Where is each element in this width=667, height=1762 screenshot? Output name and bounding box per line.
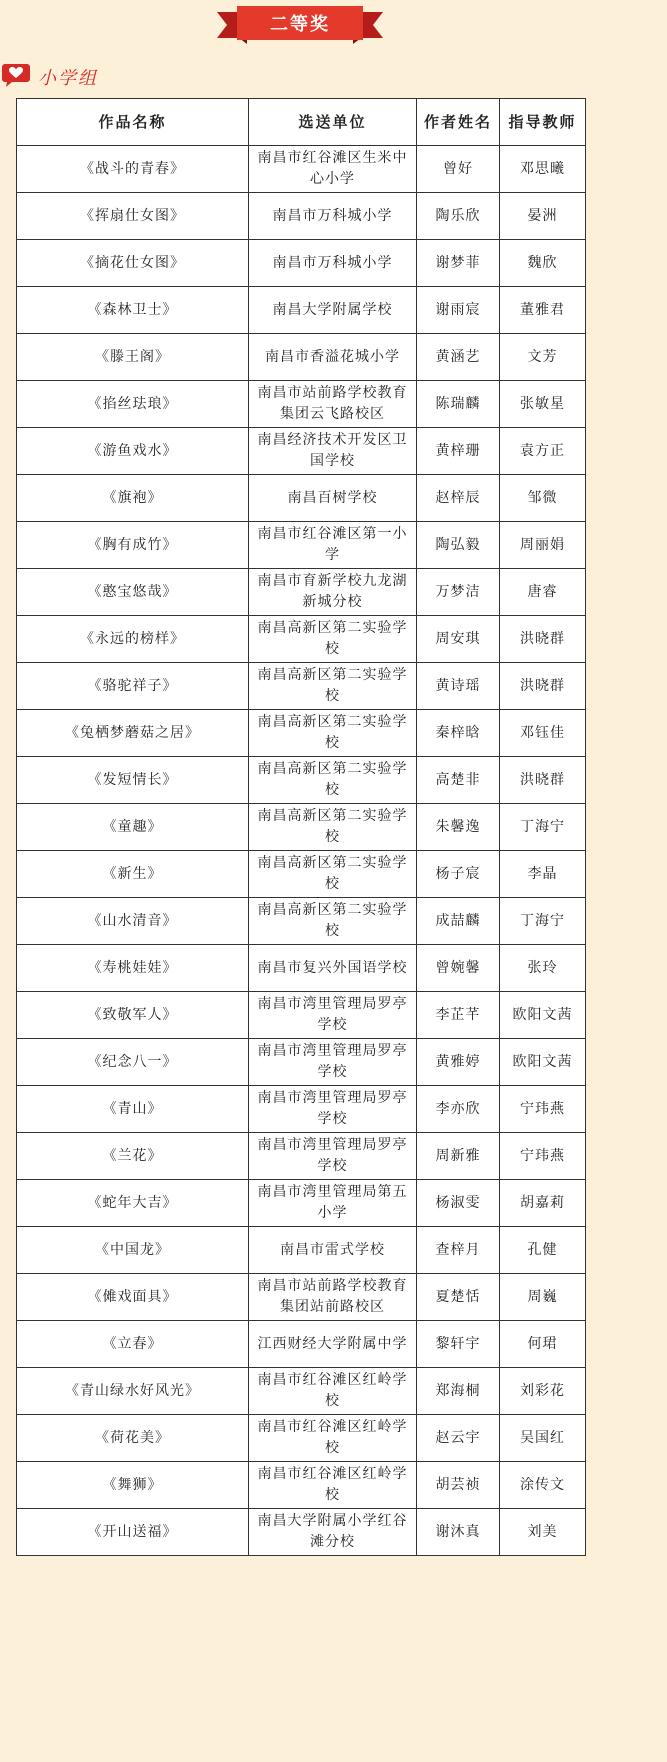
cell-teacher: 邹微 [500, 475, 586, 522]
cell-teacher: 邓钰佳 [500, 710, 586, 757]
table-row [17, 945, 586, 992]
table-row [17, 992, 586, 1039]
cell-school: 南昌市育新学校九龙湖新城分校 [249, 569, 417, 616]
cell-teacher: 吴国红 [500, 1415, 586, 1462]
cell-school: 南昌高新区第二实验学校 [249, 804, 417, 851]
cell-work-title: 《立春》 [17, 1321, 249, 1368]
table-row [17, 1415, 586, 1462]
cell-author: 杨淑雯 [417, 1180, 500, 1227]
cell-author: 曾好 [417, 146, 500, 193]
cell-author: 赵云宇 [417, 1415, 500, 1462]
cell-work-title: 《发短情长》 [17, 757, 249, 804]
cell-school: 南昌市万科城小学 [249, 240, 417, 287]
table-row [17, 1462, 586, 1509]
table-row [17, 146, 586, 193]
cell-teacher: 洪晓群 [500, 663, 586, 710]
cell-school: 南昌市站前路学校教育集团云飞路校区 [249, 381, 417, 428]
cell-school: 南昌高新区第二实验学校 [249, 710, 417, 757]
cell-work-title: 《骆驼祥子》 [17, 663, 249, 710]
section-header [0, 60, 200, 90]
cell-work-title: 《傩戏面具》 [17, 1274, 249, 1321]
cell-author: 夏楚恬 [417, 1274, 500, 1321]
cell-work-title: 《游鱼戏水》 [17, 428, 249, 475]
cell-author: 谢沐真 [417, 1509, 500, 1556]
cell-author: 杨子宸 [417, 851, 500, 898]
cell-teacher: 晏洲 [500, 193, 586, 240]
table-row [17, 475, 586, 522]
cell-work-title: 《兰花》 [17, 1133, 249, 1180]
cell-teacher: 刘美 [500, 1509, 586, 1556]
cell-teacher: 魏欣 [500, 240, 586, 287]
cell-teacher: 张敏星 [500, 381, 586, 428]
table-row [17, 804, 586, 851]
table-row [17, 522, 586, 569]
cell-teacher: 周巍 [500, 1274, 586, 1321]
table-row [17, 898, 586, 945]
table-row [17, 1274, 586, 1321]
cell-author: 陶弘毅 [417, 522, 500, 569]
cell-school: 南昌市万科城小学 [249, 193, 417, 240]
cell-work-title: 《新生》 [17, 851, 249, 898]
cell-school: 南昌市湾里管理局罗亭学校 [249, 1086, 417, 1133]
table-row [17, 1086, 586, 1133]
table-row [17, 1509, 586, 1556]
cell-teacher: 李晶 [500, 851, 586, 898]
cell-teacher: 孔健 [500, 1227, 586, 1274]
cell-teacher: 张玲 [500, 945, 586, 992]
cell-school: 南昌市红谷滩区第一小学 [249, 522, 417, 569]
column-header-author: 作者姓名 [417, 99, 500, 146]
cell-author: 高楚非 [417, 757, 500, 804]
table-row [17, 710, 586, 757]
table-row [17, 334, 586, 381]
cell-teacher: 何珺 [500, 1321, 586, 1368]
cell-work-title: 《胸有成竹》 [17, 522, 249, 569]
table-row [17, 428, 586, 475]
cell-school: 南昌市红谷滩区红岭学校 [249, 1462, 417, 1509]
cell-teacher: 涂传文 [500, 1462, 586, 1509]
cell-work-title: 《滕王阁》 [17, 334, 249, 381]
cell-teacher: 袁方正 [500, 428, 586, 475]
table-row [17, 240, 586, 287]
cell-teacher: 丁海宁 [500, 804, 586, 851]
cell-author: 郑海桐 [417, 1368, 500, 1415]
cell-teacher: 宁玮燕 [500, 1133, 586, 1180]
cell-work-title: 《开山送福》 [17, 1509, 249, 1556]
cell-teacher: 洪晓群 [500, 616, 586, 663]
cell-author: 黄诗瑶 [417, 663, 500, 710]
cell-school: 南昌大学附属小学红谷滩分校 [249, 1509, 417, 1556]
cell-author: 黄涵艺 [417, 334, 500, 381]
cell-author: 谢梦菲 [417, 240, 500, 287]
cell-teacher: 欧阳文茜 [500, 1039, 586, 1086]
cell-teacher: 董雅君 [500, 287, 586, 334]
cell-school: 南昌市雷式学校 [249, 1227, 417, 1274]
cell-school: 南昌经济技术开发区卫国学校 [249, 428, 417, 475]
cell-author: 黎轩宇 [417, 1321, 500, 1368]
cell-work-title: 《憨宝悠哉》 [17, 569, 249, 616]
cell-school: 南昌市湾里管理局罗亭学校 [249, 1133, 417, 1180]
column-header-teacher: 指导教师 [500, 99, 586, 146]
cell-school: 南昌高新区第二实验学校 [249, 663, 417, 710]
cell-school: 南昌高新区第二实验学校 [249, 616, 417, 663]
cell-school: 南昌高新区第二实验学校 [249, 851, 417, 898]
cell-school: 南昌市香溢花城小学 [249, 334, 417, 381]
cell-teacher: 洪晓群 [500, 757, 586, 804]
cell-school: 南昌市红谷滩区红岭学校 [249, 1415, 417, 1462]
cell-author: 胡芸祯 [417, 1462, 500, 1509]
award-table [16, 98, 586, 1556]
cell-author: 黄雅婷 [417, 1039, 500, 1086]
cell-teacher: 刘彩花 [500, 1368, 586, 1415]
award-banner [217, 4, 383, 44]
cell-author: 秦梓晗 [417, 710, 500, 757]
cell-work-title: 《摘花仕女图》 [17, 240, 249, 287]
cell-author: 朱馨逸 [417, 804, 500, 851]
cell-work-title: 《旗袍》 [17, 475, 249, 522]
cell-author: 李芷芊 [417, 992, 500, 1039]
table-row [17, 757, 586, 804]
cell-school: 南昌市红谷滩区红岭学校 [249, 1368, 417, 1415]
table-row [17, 1180, 586, 1227]
table-row [17, 569, 586, 616]
table-row [17, 663, 586, 710]
cell-teacher: 丁海宁 [500, 898, 586, 945]
table-row [17, 193, 586, 240]
cell-school: 南昌大学附属学校 [249, 287, 417, 334]
cell-author: 万梦洁 [417, 569, 500, 616]
cell-work-title: 《战斗的青春》 [17, 146, 249, 193]
cell-teacher: 宁玮燕 [500, 1086, 586, 1133]
cell-school: 南昌市湾里管理局罗亭学校 [249, 1039, 417, 1086]
table-header-row [17, 99, 586, 146]
cell-work-title: 《童趣》 [17, 804, 249, 851]
cell-school: 南昌高新区第二实验学校 [249, 757, 417, 804]
banner-title: 二等奖 [270, 14, 330, 35]
cell-work-title: 《纪念八一》 [17, 1039, 249, 1086]
cell-school: 南昌市湾里管理局罗亭学校 [249, 992, 417, 1039]
cell-work-title: 《青山》 [17, 1086, 249, 1133]
cell-work-title: 《兔栖梦蘑菇之居》 [17, 710, 249, 757]
cell-teacher: 文芳 [500, 334, 586, 381]
cell-work-title: 《中国龙》 [17, 1227, 249, 1274]
cell-author: 查梓月 [417, 1227, 500, 1274]
table-row [17, 1039, 586, 1086]
cell-author: 成喆麟 [417, 898, 500, 945]
cell-author: 周安琪 [417, 616, 500, 663]
cell-work-title: 《永远的榜样》 [17, 616, 249, 663]
column-header-work: 作品名称 [17, 99, 249, 146]
table-row [17, 287, 586, 334]
cell-work-title: 《掐丝珐琅》 [17, 381, 249, 428]
table-row [17, 1368, 586, 1415]
cell-work-title: 《舞狮》 [17, 1462, 249, 1509]
cell-school: 南昌市红谷滩区生米中心小学 [249, 146, 417, 193]
table-row [17, 1227, 586, 1274]
cell-work-title: 《山水清音》 [17, 898, 249, 945]
cell-teacher: 欧阳文茜 [500, 992, 586, 1039]
cell-school: 南昌百树学校 [249, 475, 417, 522]
cell-author: 曾婉馨 [417, 945, 500, 992]
column-header-school: 选送单位 [249, 99, 417, 146]
cell-work-title: 《森林卫士》 [17, 287, 249, 334]
cell-school: 南昌市站前路学校教育集团站前路校区 [249, 1274, 417, 1321]
cell-author: 周新雅 [417, 1133, 500, 1180]
cell-school: 江西财经大学附属中学 [249, 1321, 417, 1368]
cell-author: 陶乐欣 [417, 193, 500, 240]
heart-chat-icon [2, 62, 30, 88]
cell-teacher: 胡嘉莉 [500, 1180, 586, 1227]
table-row [17, 851, 586, 898]
cell-work-title: 《挥扇仕女图》 [17, 193, 249, 240]
cell-author: 黄梓珊 [417, 428, 500, 475]
cell-school: 南昌市复兴外国语学校 [249, 945, 417, 992]
cell-teacher: 周丽娟 [500, 522, 586, 569]
cell-work-title: 《蛇年大吉》 [17, 1180, 249, 1227]
cell-author: 谢雨宸 [417, 287, 500, 334]
section-title: 小学组 [38, 68, 98, 89]
table-row [17, 1321, 586, 1368]
cell-author: 陈瑞麟 [417, 381, 500, 428]
cell-author: 李亦欣 [417, 1086, 500, 1133]
cell-teacher: 唐睿 [500, 569, 586, 616]
table-row [17, 1133, 586, 1180]
cell-work-title: 《致敬军人》 [17, 992, 249, 1039]
cell-teacher: 邓思曦 [500, 146, 586, 193]
cell-author: 赵梓辰 [417, 475, 500, 522]
table-row [17, 616, 586, 663]
cell-work-title: 《寿桃娃娃》 [17, 945, 249, 992]
cell-school: 南昌市湾里管理局第五小学 [249, 1180, 417, 1227]
cell-school: 南昌高新区第二实验学校 [249, 898, 417, 945]
table-row [17, 381, 586, 428]
cell-work-title: 《青山绿水好风光》 [17, 1368, 249, 1415]
cell-work-title: 《荷花美》 [17, 1415, 249, 1462]
